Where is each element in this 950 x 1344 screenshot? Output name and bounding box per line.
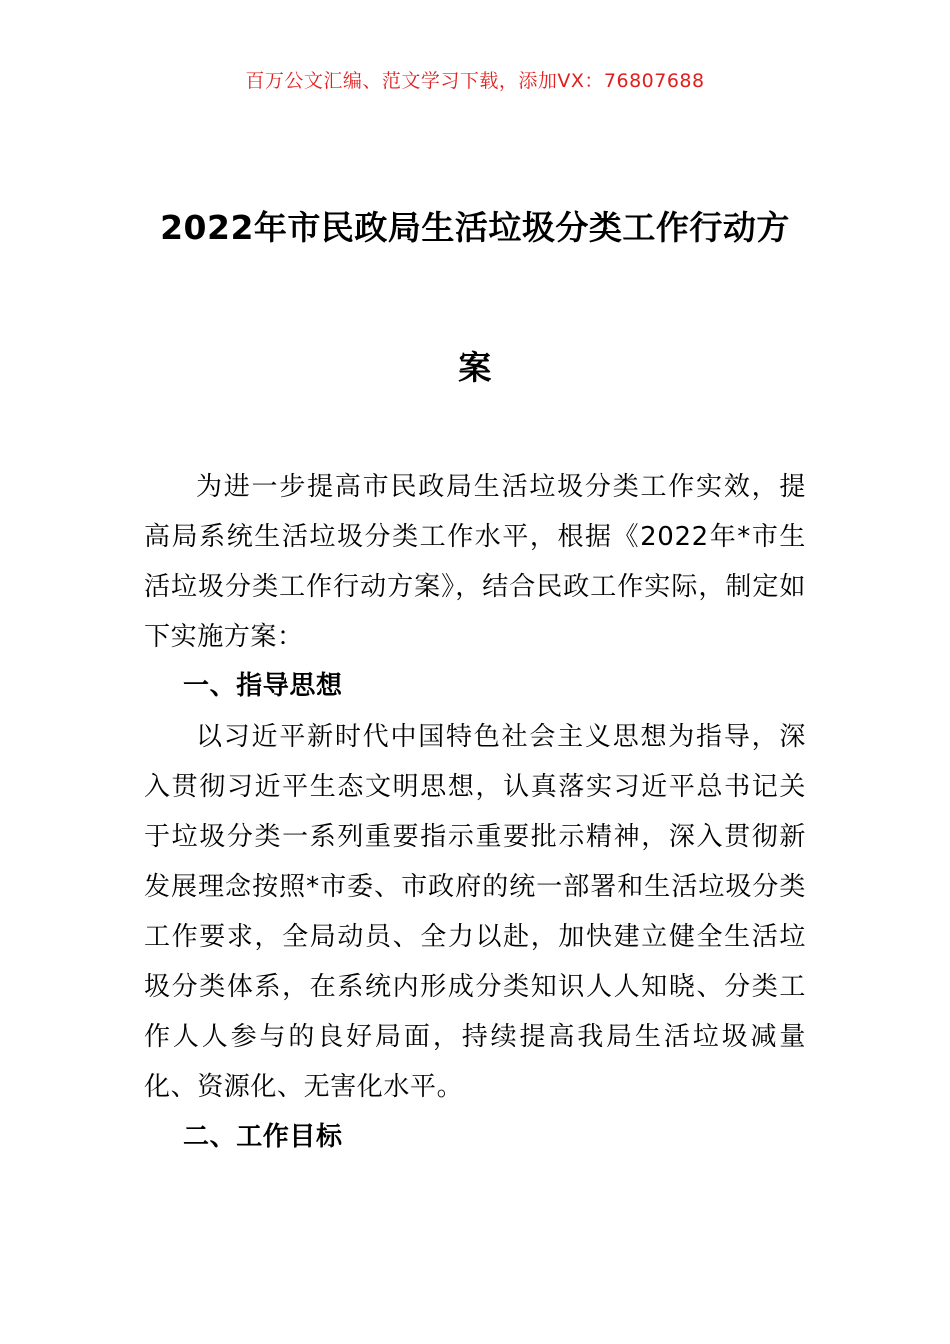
header-watermark-note: 百万公文汇编、范文学习下载，添加VX：76807688	[245, 70, 705, 92]
document-title-line-1: 2022年市民政局生活垃圾分类工作行动方	[160, 208, 790, 247]
section-heading-guiding-ideology: 一、指导思想	[183, 671, 343, 701]
intro-paragraph: 为进一步提高市民政局生活垃圾分类工作实效，提高局系统生活垃圾分类工作水平，根据《2022年*市生活垃圾分类工作行动方案》，结合民政工作实际，制定如下实施方案：	[144, 472, 806, 652]
guiding-ideology-paragraph: 以习近平新时代中国特色社会主义思想为指导，深入贯彻习近平生态文明思想，认真落实习近平总书记关于垃圾分类一系列重要指示重要批示精神，深入贯彻新发展理念按照*市委、市政府的统一部署和生活垃圾分类工作要求，全局动员、全力以赴，加快建立健全生活垃圾分类体系，在系统内形成分类知识人人知晓、分类工作人人参与的良好局面，持续提高我局生活垃圾减量化、资源化、无害化水平。	[144, 722, 806, 1102]
section-heading-work-goals: 二、工作目标	[183, 1122, 343, 1152]
document-title-line-2: 案	[458, 348, 492, 387]
